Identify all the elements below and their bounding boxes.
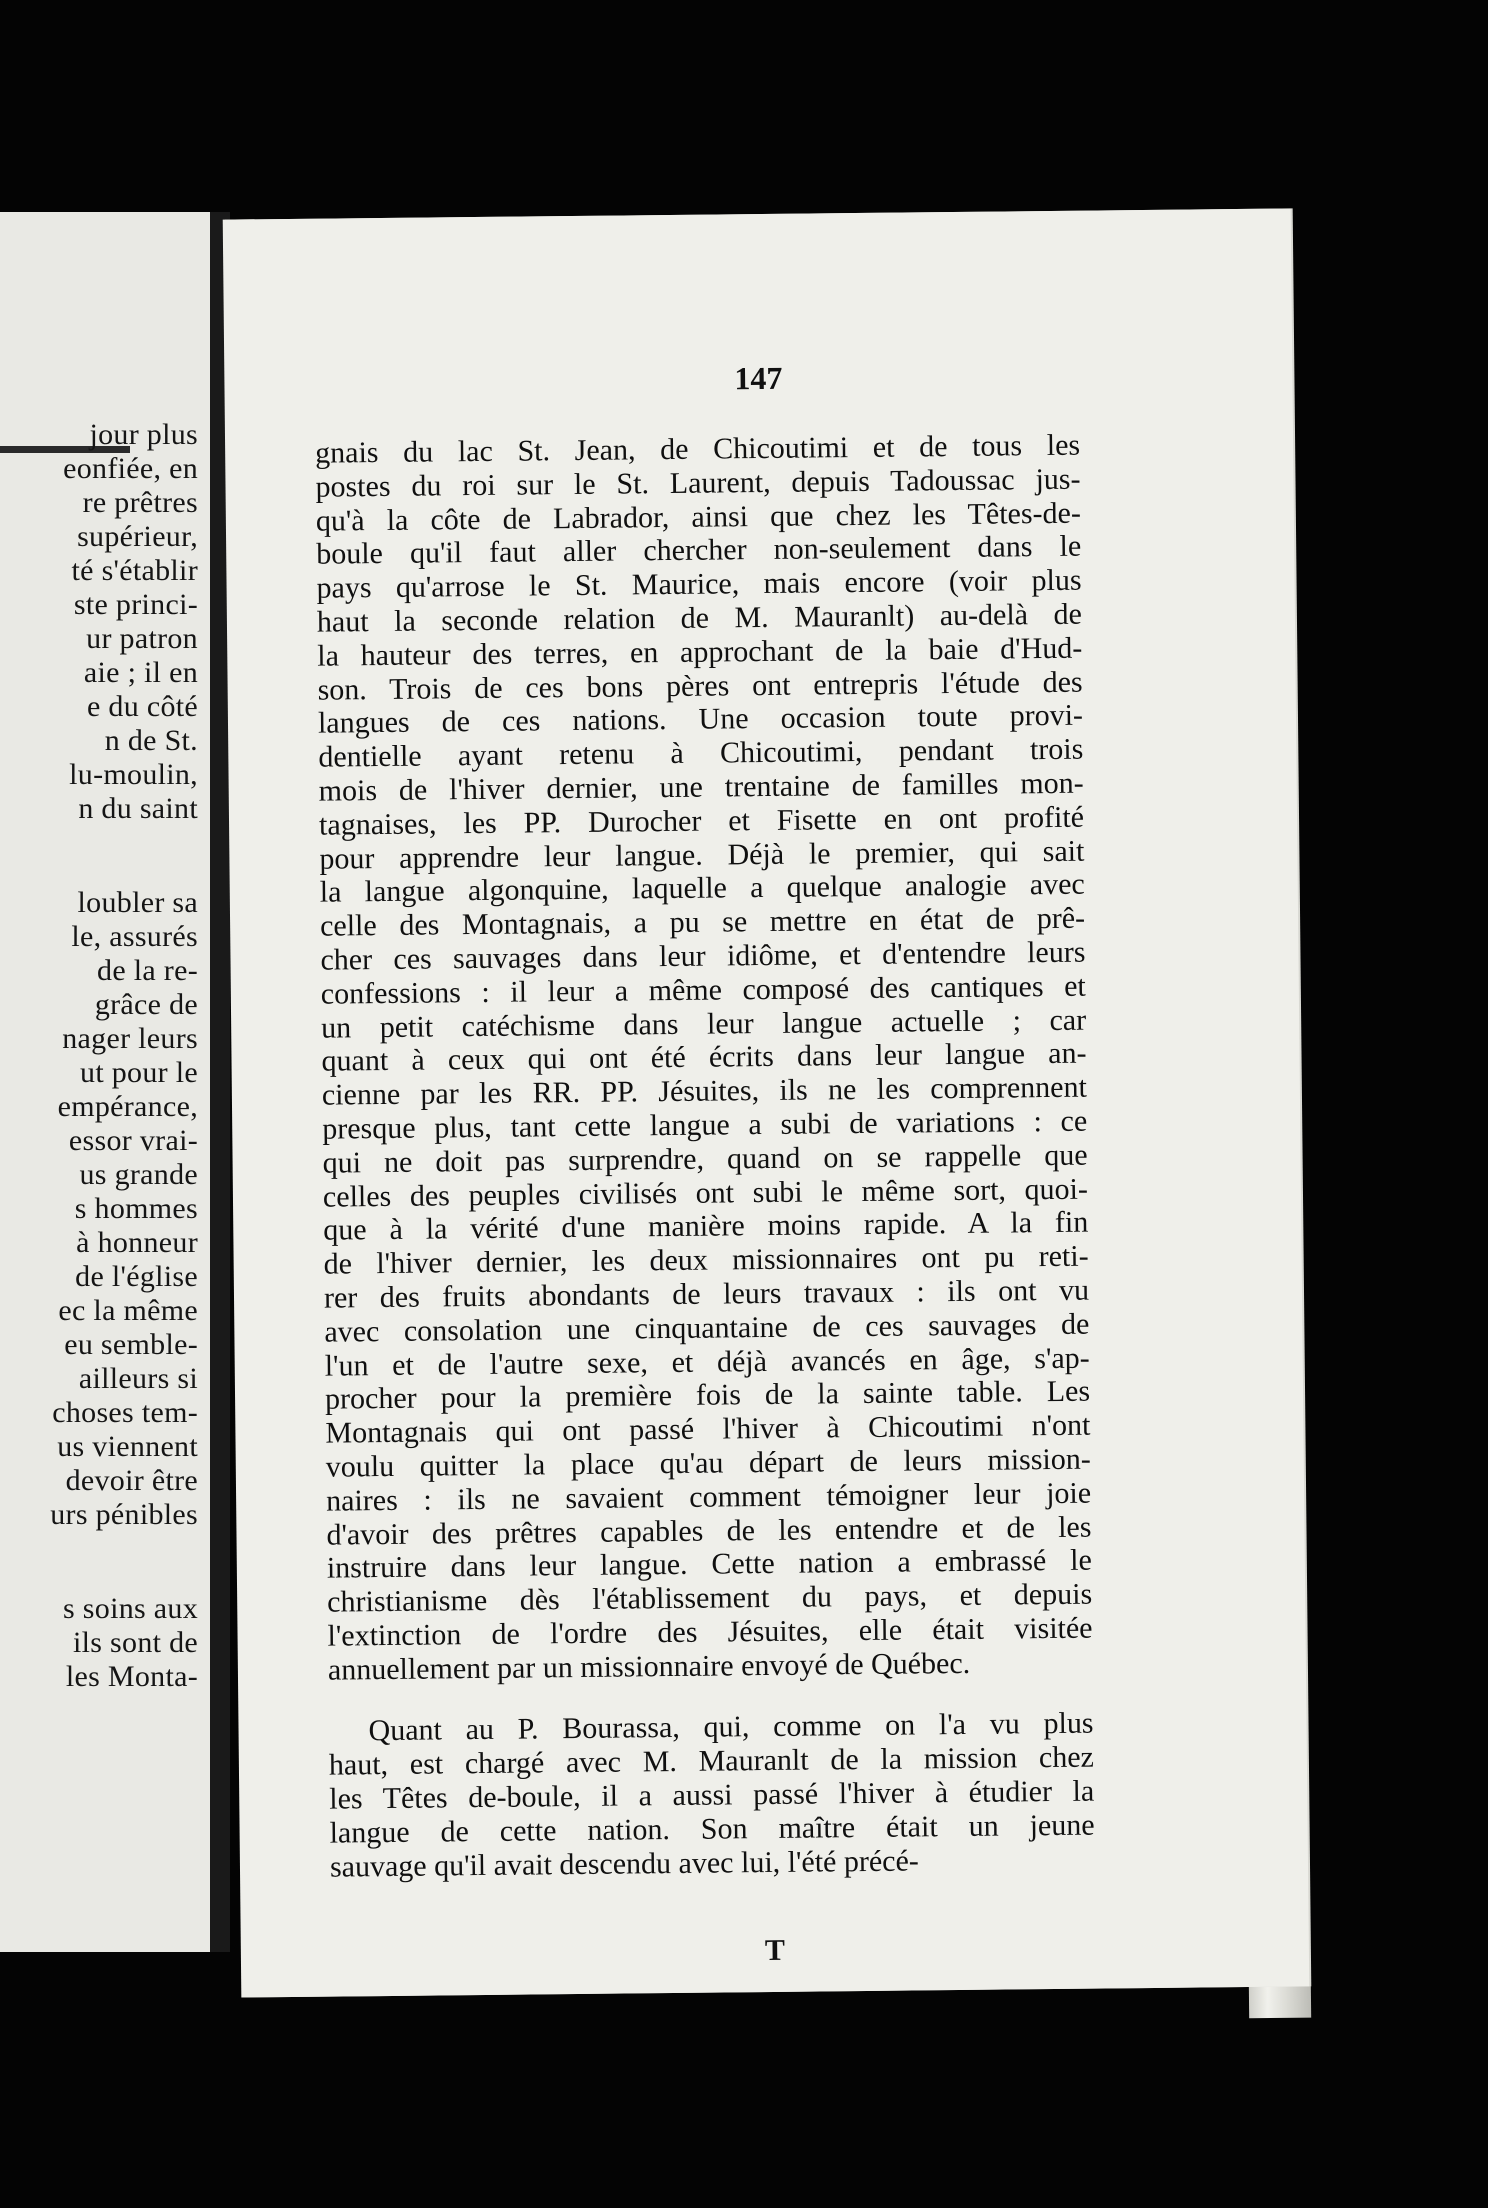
text-line: confessions : il leur a même composé des cantiques et — [320, 969, 1086, 1011]
text-line: dentielle ayant retenu à Chicoutimi, pendant trois — [318, 732, 1084, 774]
text-line: quant à ceux qui ont été écrits dans leur langue an- — [321, 1036, 1087, 1078]
previous-page-line: lu-moulin, — [69, 758, 198, 791]
text-line: sauvage qu'il avait descendu avec lui, l'été précé- — [329, 1844, 919, 1884]
text-line: d'avoir des prêtres capables de les entendre et de les — [326, 1510, 1092, 1552]
previous-page-line: les Monta- — [65, 1660, 198, 1693]
page-text — [315, 429, 1095, 1884]
text-line: rer des fruits abondants de leurs travaux : ils ont vu — [323, 1273, 1090, 1315]
text-line: l'extinction de l'ordre des Jésuites, elle était visitée — [327, 1611, 1093, 1653]
text-line: presque plus, tant cette langue a subi de variations : ce — [322, 1104, 1088, 1146]
text-line: de l'hiver dernier, les deux missionnaires ont pu reti- — [323, 1239, 1089, 1281]
previous-page-line: s hommes — [74, 1192, 198, 1225]
page-number: 147 — [734, 359, 783, 397]
paragraph-1 — [315, 429, 1093, 1687]
previous-page-line: jour plus — [89, 418, 198, 451]
text-line: la langue algonquine, laquelle a quelque analogie avec — [319, 868, 1085, 910]
text-line: celles des peuples civilisés ont subi le même sort, quoi- — [322, 1172, 1089, 1214]
text-line: mois de l'hiver dernier, une trentaine de familles mon- — [318, 766, 1084, 808]
text-line: pays qu'arrose le St. Maurice, mais encore (voir plus — [316, 563, 1082, 605]
text-line: la hauteur des terres, en approchant de la baie d'Hud- — [317, 631, 1083, 673]
text-line: qu'à la côte de Labrador, ainsi que chez les Têtes-de- — [315, 496, 1082, 538]
previous-page-line: eu semble- — [64, 1328, 198, 1361]
previous-page-line: e du côté — [87, 690, 198, 723]
previous-page-line: empérance, — [57, 1090, 198, 1123]
text-line: procher pour la première fois de la sainte table. Les — [324, 1374, 1091, 1416]
text-line: Montagnais qui ont passé l'hiver à Chicoutimi n'ont — [325, 1408, 1091, 1450]
previous-page-line: grâce de — [94, 988, 198, 1021]
previous-page-line: ut pour le — [80, 1056, 198, 1089]
previous-page-line: us viennent — [57, 1430, 198, 1463]
previous-page-line: loubler sa — [77, 886, 198, 919]
text-line: celle des Montagnais, a pu se mettre en état de prê- — [319, 901, 1086, 943]
text-line: haut la seconde relation de M. Mauranlt) au-delà de — [316, 597, 1083, 639]
text-line: christianisme dès l'établissement du pays, et depuis — [327, 1577, 1093, 1619]
previous-page-line: ils sont de — [73, 1626, 198, 1659]
previous-page-line: de la re- — [97, 954, 198, 987]
text-line: gnais du lac St. Jean, de Chicoutimi et de tous les — [314, 428, 1081, 470]
paragraph-2 — [328, 1707, 1095, 1884]
previous-page-line: nager leurs — [62, 1022, 198, 1055]
text-line: Quant au P. Bourassa, qui, comme on l'a vu plus — [368, 1707, 1094, 1748]
text-line: boule qu'il faut aller chercher non-seulement dans le — [316, 530, 1082, 572]
book-page — [223, 208, 1310, 1997]
previous-page-line: eonfiée, en — [63, 452, 198, 485]
previous-page-line: le, assurés — [71, 920, 198, 953]
previous-page-line: re prêtres — [82, 486, 198, 519]
text-line: les Têtes de-boule, il a aussi passé l'hiver à étudier la — [329, 1774, 1095, 1816]
text-line: son. Trois de ces bons pères ont entrepris l'étude des — [317, 665, 1083, 707]
previous-page-line: devoir être — [65, 1464, 198, 1497]
text-line: cienne par les RR. PP. Jésuites, ils ne les comprennent — [321, 1070, 1088, 1112]
text-line: annuellement par un missionnaire envoyé de Québec. — [327, 1646, 971, 1687]
text-line: naires : ils ne savaient comment témoigner leur joie — [325, 1476, 1092, 1518]
text-line: postes du roi sur le St. Laurent, depuis Tadoussac jus- — [315, 462, 1081, 504]
previous-page-line: urs pénibles — [50, 1498, 198, 1531]
previous-page-line: n de St. — [104, 724, 198, 757]
previous-page-line: us grande — [79, 1158, 198, 1191]
previous-page-line: ur patron — [86, 622, 198, 655]
text-line: cher ces sauvages dans leur idiôme, et d'entendre leurs — [320, 935, 1086, 977]
previous-page-line: n du saint — [78, 792, 198, 825]
text-line: pour apprendre leur langue. Déjà le premier, qui sait — [319, 834, 1085, 876]
previous-page-fragment — [0, 212, 210, 1952]
previous-page-line: s soins aux — [63, 1592, 198, 1625]
previous-page-line: ailleurs si — [78, 1362, 198, 1395]
text-line: instruire dans leur langue. Cette nation a embrassé le — [326, 1543, 1092, 1585]
text-line: qui ne doit pas surprendre, quand on se rappelle que — [322, 1138, 1088, 1180]
previous-page-line: ec la même — [58, 1294, 198, 1327]
previous-page-line: té s'établir — [71, 554, 198, 587]
text-line: avec consolation une cinquantaine de ces sauvages de — [324, 1307, 1090, 1349]
previous-page-line: essor vrai- — [68, 1124, 198, 1157]
previous-page-line: supérieur, — [77, 520, 198, 553]
signature-mark: T — [764, 1933, 786, 1968]
previous-page-line: choses tem- — [52, 1396, 198, 1429]
text-line: voulu quitter la place qu'au départ de leurs mission- — [325, 1442, 1091, 1484]
text-line: un petit catéchisme dans leur langue actuelle ; car — [321, 1003, 1087, 1045]
text-line: tagnaises, les PP. Durocher et Fisette en ont profité — [318, 800, 1085, 842]
previous-page-line: à honneur — [76, 1226, 198, 1259]
text-line: langue de cette nation. Son maître était un jeune — [329, 1808, 1095, 1850]
text-line: l'un et de l'autre sexe, et déjà avancés en âge, s'ap- — [324, 1341, 1090, 1383]
previous-page-line: de l'église — [75, 1260, 198, 1293]
text-line: langues de ces nations. Une occasion toute provi- — [317, 699, 1084, 741]
text-line: que à la vérité d'une manière moins rapide. A la fin — [323, 1205, 1089, 1247]
previous-page-line: ste princi- — [73, 588, 198, 621]
previous-page-line: aie ; il en — [83, 656, 198, 689]
text-line: haut, est chargé avec M. Mauranlt de la mission chez — [328, 1740, 1095, 1782]
